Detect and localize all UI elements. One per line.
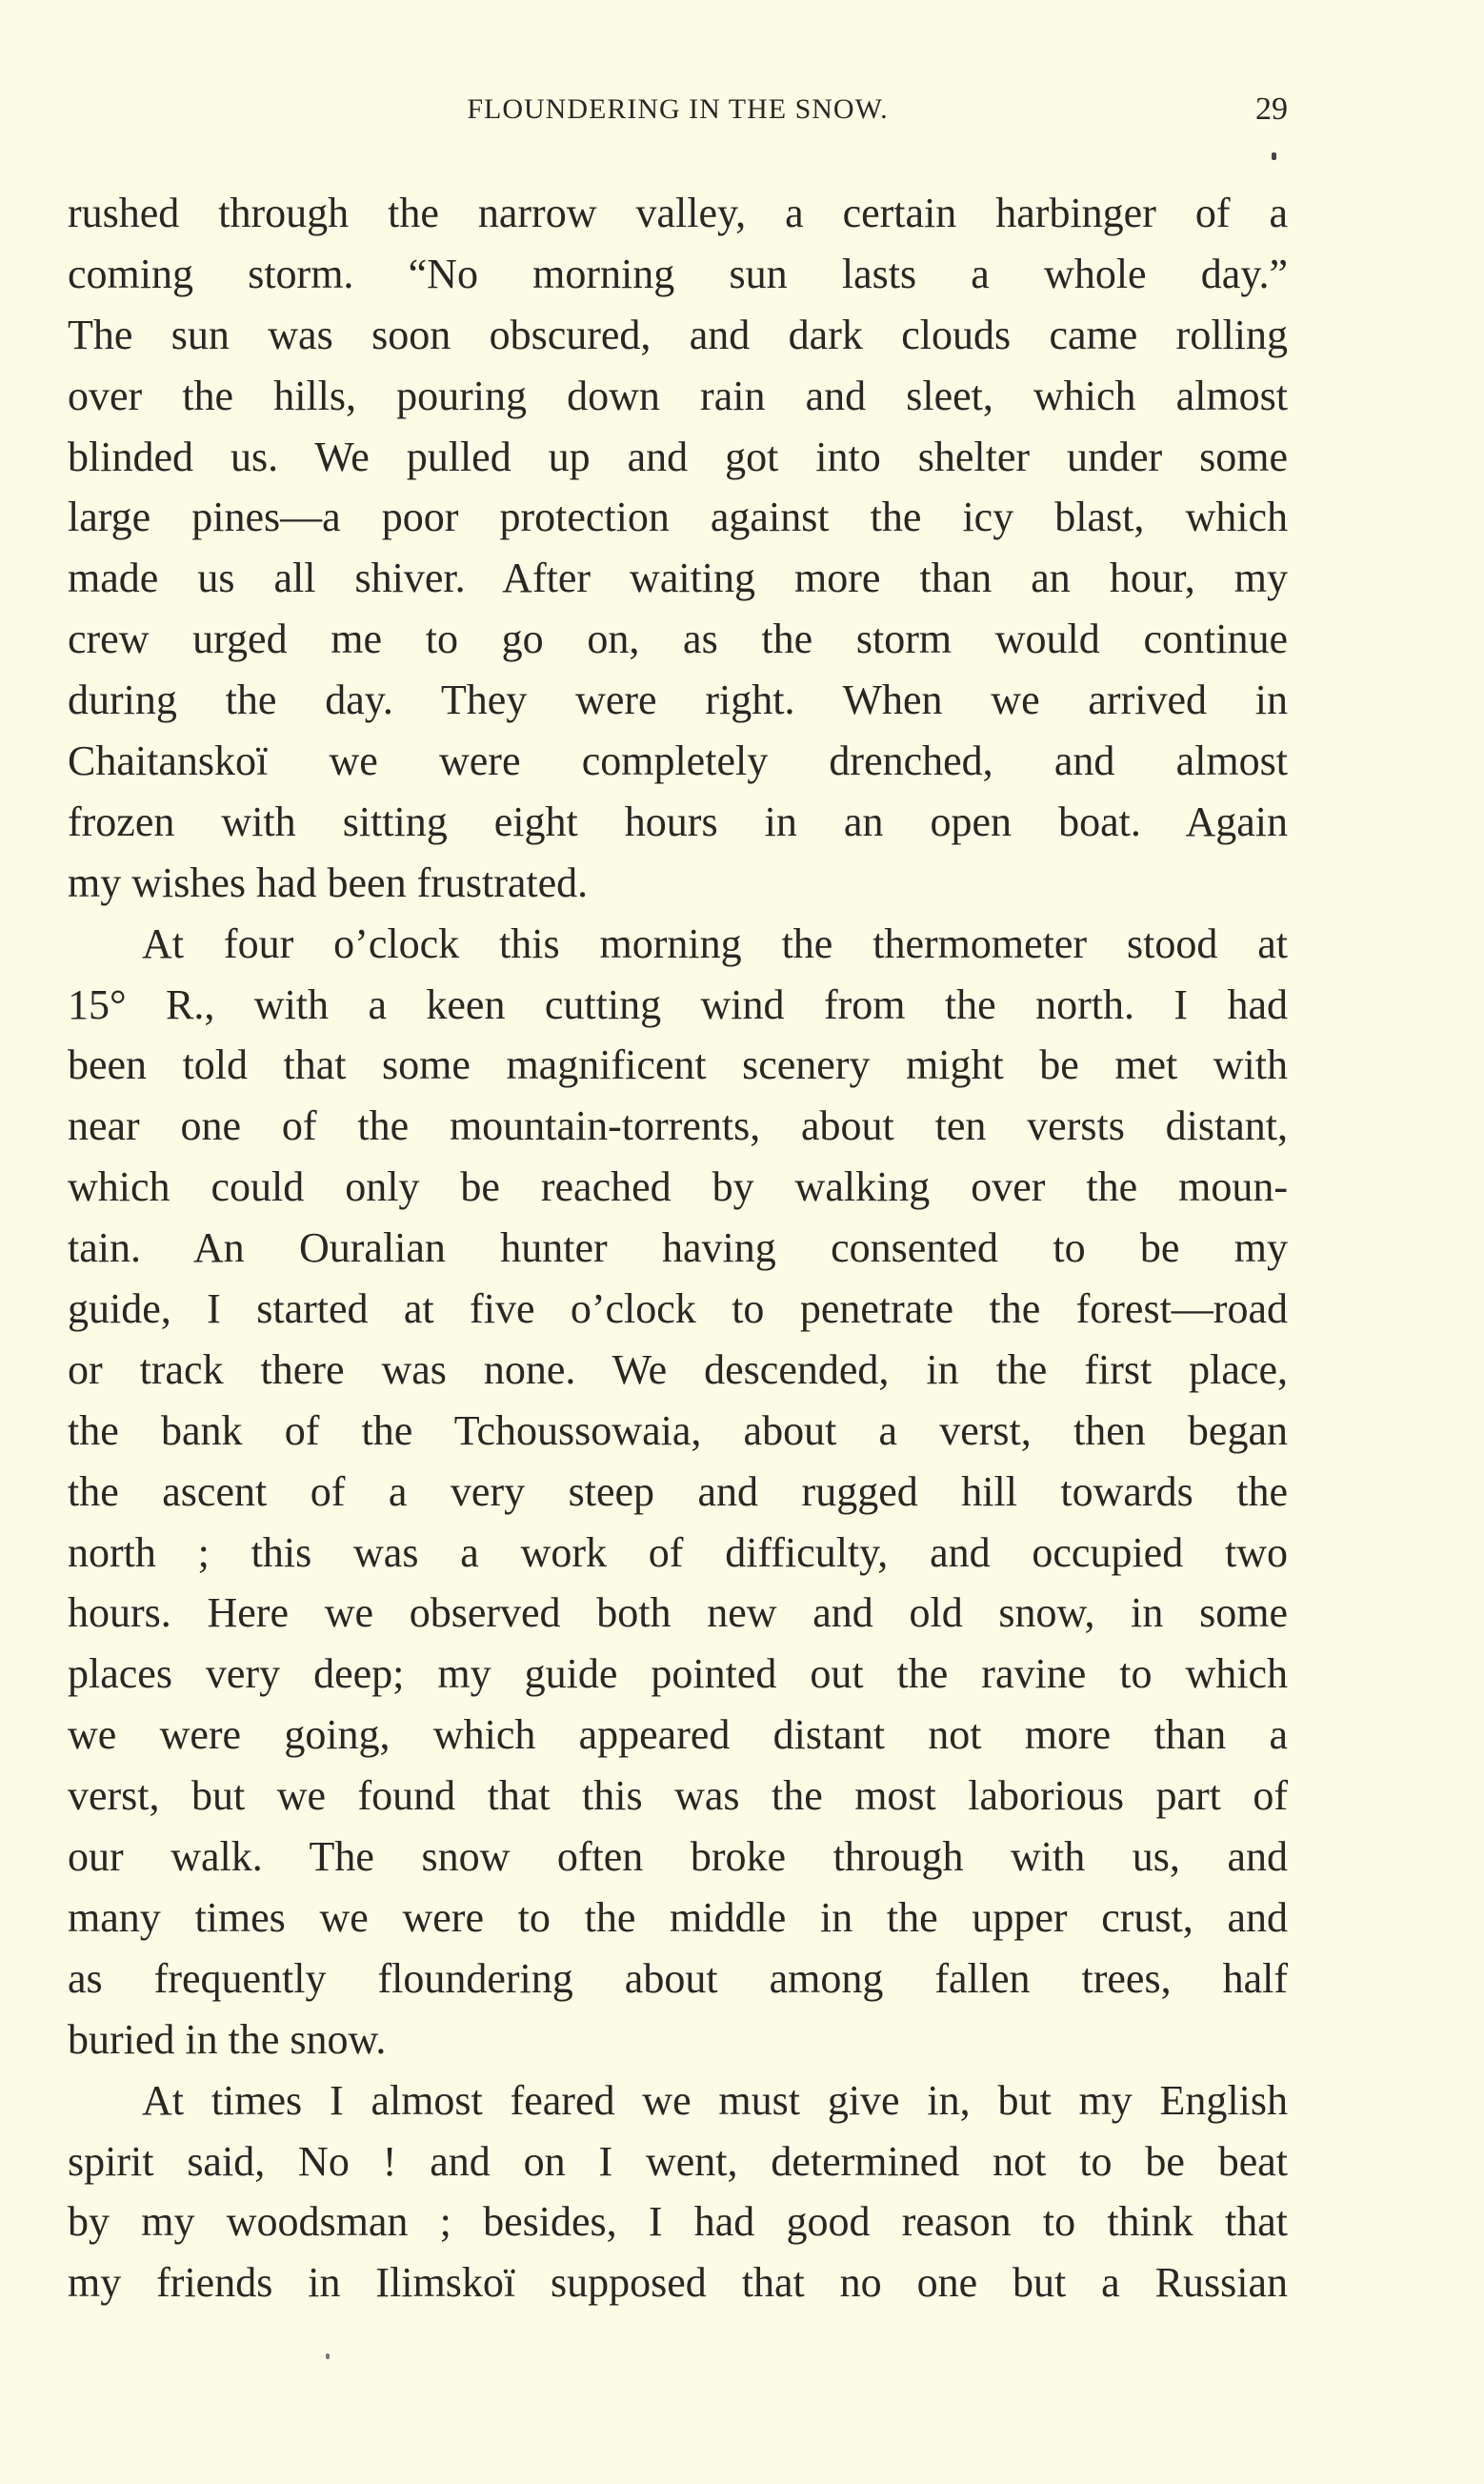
text-line: or track there was none. We descended, in the first place, [68,1345,1288,1393]
text-line: over the hills, pouring down rain and sleet, which almost [68,372,1288,419]
text-line: been told that some magnificent scenery might be met with [68,1041,1288,1089]
text-line: The sun was soon obscured, and dark clouds came rolling [68,311,1288,358]
print-speck [326,2353,330,2359]
text-line: during the day. They were right. When we arrived in [68,677,1288,724]
text-line: blinded us. We pulled up and got into shelter under some [68,433,1288,480]
text-line: the ascent of a very steep and rugged hill towards the [68,1467,1288,1515]
text-line: verst, but we found that this was the most laborious part of [68,1772,1288,1820]
page-number: 29 [1255,91,1288,127]
text-line: as frequently floundering about among fallen trees, half [68,1954,1288,2002]
text-line: places very deep; my guide pointed out the ravine to which [68,1650,1288,1698]
text-line: At four o’clock this morning the thermometer stood at [142,919,1288,967]
text-line: large pines—a poor protection against the icy blast, which [68,494,1288,541]
text-line: my friends in Ilimskoï supposed that no one but a Russian [68,2259,1288,2307]
text-line: spirit said, No ! and on I went, determined not to be beat [68,2137,1288,2185]
text-line: tain. An Ouralian hunter having consented to be my [68,1224,1288,1272]
text-line: At times I almost feared we must give in, but my English [142,2076,1288,2124]
text-line: Chaitanskoï we were completely drenched, and almost [68,737,1288,785]
text-line: coming storm. “No morning sun lasts a whole day.” [68,250,1288,297]
text-line: my wishes had been frustrated. [68,858,589,906]
text-line: made us all shiver. After waiting more than an hour, my [68,555,1288,602]
text-line: buried in the snow. [68,2015,387,2063]
text-line: the bank of the Tchoussowaia, about a verst, then began [68,1406,1288,1454]
text-line: rushed through the narrow valley, a certain harbinger of a [68,190,1288,236]
text-line: hours. Here we observed both new and old snow, in some [68,1589,1288,1637]
text-line: which could only be reached by walking over the moun- [68,1163,1288,1211]
text-line: north ; this was a work of difficulty, and occupied two [68,1528,1288,1576]
print-speck [1272,152,1276,160]
text-line: many times we were to the middle in the upper crust, and [68,1893,1288,1941]
text-line: 15° R., with a keen cutting wind from the north. I had [68,980,1288,1028]
text-line: our walk. The snow often broke through with us, and [68,1833,1288,1881]
text-line: guide, I started at five o’clock to penetrate the forest—road [68,1285,1288,1333]
text-line: crew urged me to go on, as the storm would continue [68,616,1288,663]
running-header [68,88,1288,133]
body-text [68,183,1288,2313]
text-line: near one of the mountain-torrents, about ten versts distant, [68,1102,1288,1150]
text-line: frozen with sitting eight hours in an open boat. Again [68,798,1288,845]
text-line: by my woodsman ; besides, I had good reason to think that [68,2198,1288,2246]
running-title: FLOUNDERING IN THE SNOW. [467,93,889,125]
text-line: we were going, which appeared distant not more than a [68,1711,1288,1759]
